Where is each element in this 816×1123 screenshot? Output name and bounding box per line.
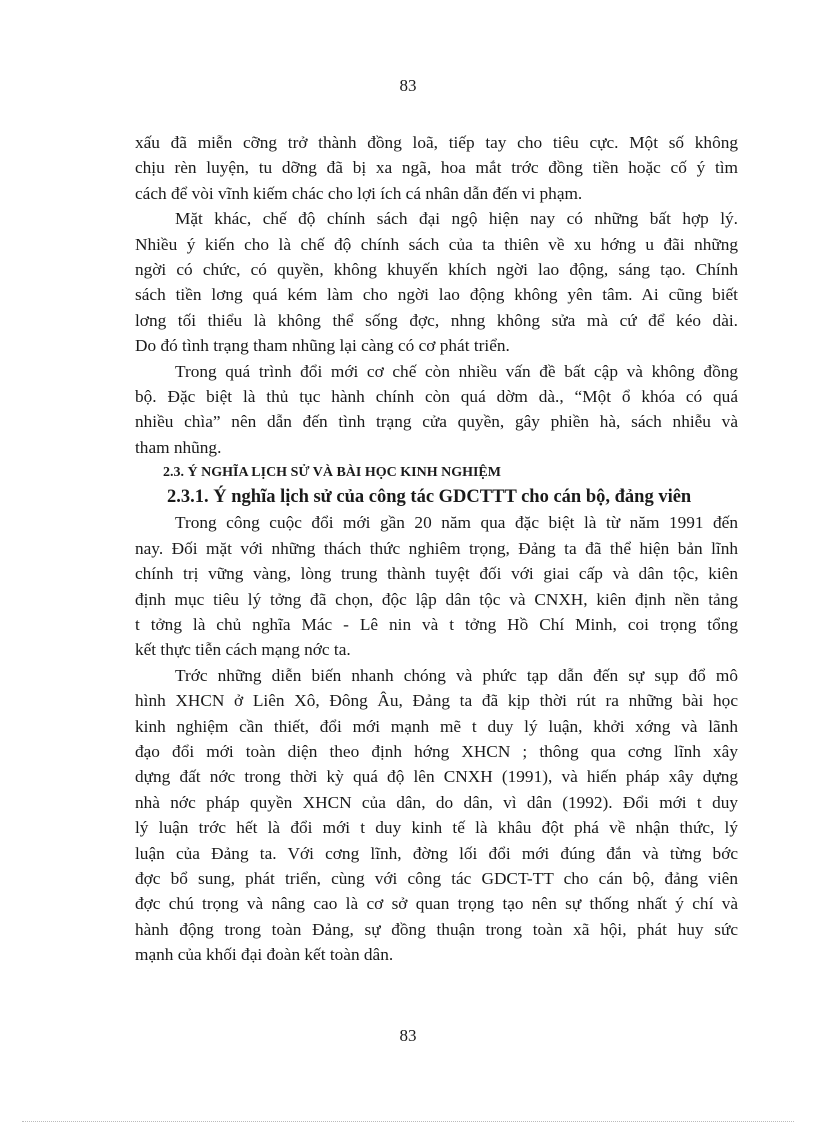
text-line: Trong công cuộc đổi mới gần 20 năm qua đặc biệt là từ năm 1991 đến (175, 513, 738, 533)
text-line: Mặt khác, chế độ chính sách đại ngộ hiện nay có những bất hợp lý. (175, 209, 738, 229)
text-line: đạo đổi mới toàn diện theo định hớng XHCN ; thông qua cơng lĩnh xây (135, 741, 738, 761)
paragraph-4 (135, 510, 738, 662)
text-line: xấu đã miễn cỡng trở thành đồng loã, tiếp tay cho tiêu cực. Một số không (135, 133, 738, 152)
text-line: nhà nớc pháp quyền XHCN của dân, do dân, vì dân (1992). Đổi mới t duy (135, 792, 738, 812)
text-line: hành động trong toàn Đảng, sự đồng thuận trong toàn xã hội, phát huy sức (135, 919, 738, 939)
text-line: sách tiền lơng quá kém làm cho ngời lao động không yên tâm. Ai cũng biết (135, 285, 738, 305)
text-line: nhiều chìa” nên dẫn đến tình trạng cửa quyền, gây phiền hà, sách nhiễu và (135, 412, 738, 432)
text-line: kết thực tiễn cách mạng nớc ta. (135, 640, 351, 660)
text-line: chính trị vững vàng, lòng trung thành tuyệt đối với giai cấp và dân tộc, kiên (135, 564, 738, 584)
page-number-bottom: 83 (399, 1026, 417, 1045)
text-line: kinh nghiệm cần thiết, đổi mới mạnh mẽ t duy lý luận, khởi xớng và lãnh (135, 716, 738, 736)
text-line: chịu rèn luyện, tu dỡng đã bị xa ngã, hoa mắt trớc đồng tiền hoặc cố ý tìm (135, 158, 738, 178)
text-line: t tởng là chủ nghĩa Mác - Lê nin và t tởng Hồ Chí Minh, coi trọng tổng (135, 614, 738, 634)
text-line: Trong quá trình đổi mới cơ chế còn nhiều vấn đề bất cập và không đồng (175, 361, 738, 381)
text-line: lơng tối thiểu là không thể sống đợc, nhng không sửa mà cứ để kéo dài. (135, 310, 738, 330)
paragraph-1 (135, 130, 738, 206)
text-line: cách để vòi vĩnh kiếm chác cho lợi ích cá nhân dẫn đến vi phạm. (135, 183, 583, 203)
paragraph-5 (135, 663, 738, 968)
paragraph-3 (135, 359, 738, 461)
text-line: dựng đất nớc trong thời kỳ quá độ lên CNXH (1991), và hiến pháp xây dựng (135, 767, 738, 787)
page-number-top: 83 (399, 76, 417, 95)
page-border-divider (22, 1121, 794, 1122)
document-body (135, 130, 738, 968)
text-line: luận của Đảng ta. Với cơng lĩnh, đờng lối đổi mới đúng đắn và từng bớc (135, 843, 738, 863)
text-line: Nhiều ý kiến cho là chế độ chính sách của ta thiên về xu hớng u đãi những (135, 234, 738, 254)
section-heading: 2.3. Ý NGHĨA LỊCH SỬ VÀ BÀI HỌC KINH NGHIỆM (163, 465, 501, 481)
text-line: bộ. Đặc biệt là thủ tục hành chính còn quá dờm dà., “Một ổ khóa có quá (135, 387, 738, 407)
text-line: đợc bổ sung, phát triển, cùng với công tác GDCT-TT cho cán bộ, đảng viên (135, 868, 738, 888)
text-line: lý luận trớc hết là đổi mới t duy kinh tế là khâu đột phá về nhận thức, lý (135, 818, 738, 838)
text-line: đợc chú trọng và nâng cao là cơ sở quan trọng tạo nên sự thống nhất ý chí và (135, 894, 738, 914)
text-line: mạnh của khối đại đoàn kết toàn dân. (135, 945, 394, 965)
text-line: tham nhũng. (135, 437, 222, 457)
text-line: Do đó tình trạng tham nhũng lại càng có cơ phát triển. (135, 336, 510, 356)
text-line: định mục tiêu lý tởng đã chọn, độc lập dân tộc và CNXH, kiên định nền tảng (135, 589, 738, 609)
text-line: ngời có chức, có quyền, không khuyến khích ngời lao động, sáng tạo. Chính (135, 260, 738, 280)
text-line: Trớc những diễn biến nhanh chóng và phức tạp dẫn đến sự sụp đổ mô (175, 665, 738, 685)
paragraph-2 (135, 206, 738, 358)
text-line: nay. Đối mặt với những thách thức nghiêm trọng, Đảng ta đã thể hiện bản lĩnh (135, 538, 738, 558)
subsection-heading: 2.3.1. Ý nghĩa lịch sử của công tác GDCTTT cho cán bộ, đảng viên (167, 487, 692, 508)
text-line: hình XHCN ở Liên Xô, Đông Âu, Đảng ta đã kịp thời rút ra những bài học (135, 691, 738, 711)
